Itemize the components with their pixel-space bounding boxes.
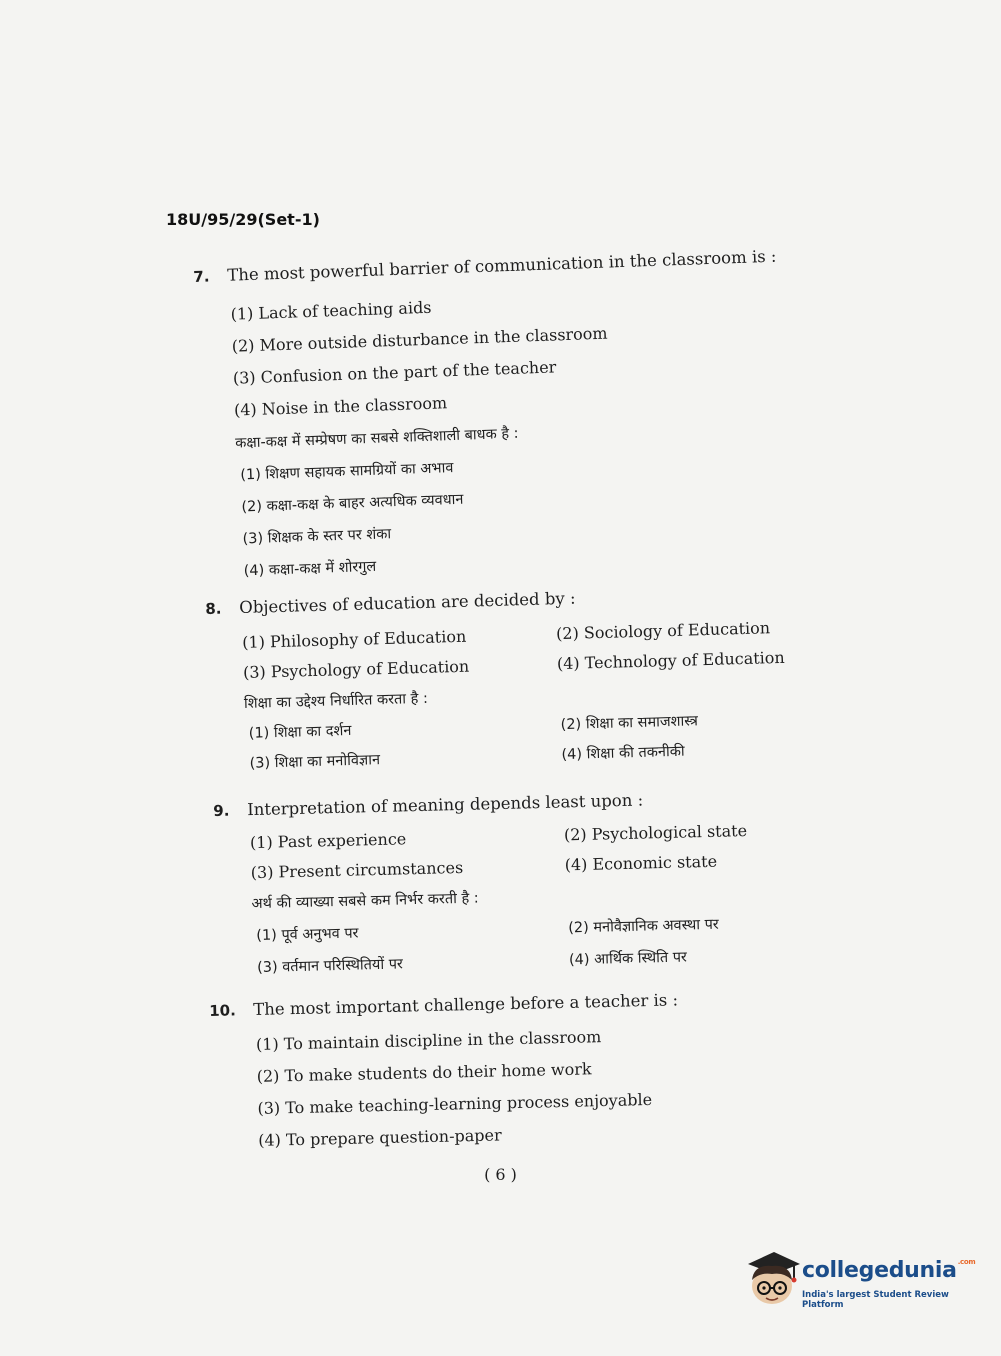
question-number: 8.	[205, 599, 222, 618]
question-text: Interpretation of meaning depends least upon :	[247, 790, 644, 820]
hindi-option: (3) वर्तमान परिस्थितियों पर	[256, 956, 404, 976]
option: (1) To maintain discipline in the classroom	[255, 1027, 602, 1054]
question-text: Objectives of education are decided by :	[239, 588, 576, 618]
hindi-option: (1) शिक्षण सहायक सामग्रियों का अभाव	[240, 460, 454, 484]
question-7	[193, 245, 793, 580]
page-number: ( 6 )	[484, 1165, 517, 1184]
question-number: 10.	[209, 1001, 237, 1020]
option: (4) Economic state	[564, 851, 718, 875]
brand-tagline: India's largest Student Review Platform	[802, 1290, 949, 1310]
hindi-question-text: शिक्षा का उद्देश्य निर्धारित करता है :	[243, 690, 429, 712]
hindi-option: (1) पूर्व अनुभव पर	[256, 925, 359, 944]
paper-code: 18U/95/29(Set-1)	[166, 210, 320, 229]
question-10	[209, 986, 809, 1150]
brand-name: collegedunia	[802, 1258, 957, 1283]
option: (1) Lack of teaching aids	[230, 297, 432, 324]
question-8	[205, 581, 805, 772]
hindi-option: (2) मनोवैज्ञानिक अवस्था पर	[568, 916, 719, 937]
question-number: 9.	[213, 801, 230, 820]
hindi-option: (3) शिक्षक के स्तर पर शंका	[242, 526, 392, 548]
option: (2) More outside disturbance in the classroom	[231, 323, 608, 356]
question-text: The most important challenge before a teacher is :	[253, 990, 679, 1019]
option: (2) Sociology of Education	[555, 618, 771, 644]
option: (1) Philosophy of Education	[241, 626, 467, 652]
brand-suffix: .com	[957, 1258, 976, 1266]
option: (4) To prepare question-paper	[257, 1125, 502, 1150]
hindi-question-text: अर्थ की व्याख्या सबसे कम निर्भर करती है :	[251, 890, 479, 913]
option: (3) Present circumstances	[250, 857, 464, 883]
option: (4) Noise in the classroom	[233, 393, 448, 420]
option: (4) Technology of Education	[556, 647, 785, 674]
hindi-option: (1) शिक्षा का दर्शन	[248, 722, 352, 742]
hindi-question-text: कक्षा-कक्ष में सम्प्रेषण का सबसे शक्तिशाली बाधक है :	[234, 425, 519, 452]
question-9	[213, 785, 813, 976]
option: (3) Confusion on the part of the teacher	[232, 357, 557, 388]
option: (1) Past experience	[249, 829, 407, 853]
mascot-icon	[744, 1250, 800, 1312]
question-text: The most powerful barrier of communication in the classroom is :	[227, 246, 777, 285]
collegedunia-logo	[744, 1250, 974, 1314]
hindi-option: (3) शिक्षा का मनोविज्ञान	[249, 752, 381, 772]
hindi-option: (4) शिक्षा की तकनीकी	[561, 743, 685, 764]
option: (2) To make students do their home work	[256, 1059, 592, 1086]
hindi-option: (2) शिक्षा का समाजशास्त्र	[560, 713, 699, 734]
hindi-option: (4) आर्थिक स्थिति पर	[568, 949, 688, 969]
question-number: 7.	[193, 267, 210, 286]
option: (2) Psychological state	[563, 820, 748, 845]
hindi-option: (4) कक्षा-कक्ष में शोरगुल	[243, 558, 377, 580]
hindi-option: (2) कक्षा-कक्ष के बाहर अत्यधिक व्यवधान	[241, 491, 464, 516]
option: (3) To make teaching-learning process enjoyable	[257, 1089, 653, 1118]
option: (3) Psychology of Education	[242, 656, 470, 682]
